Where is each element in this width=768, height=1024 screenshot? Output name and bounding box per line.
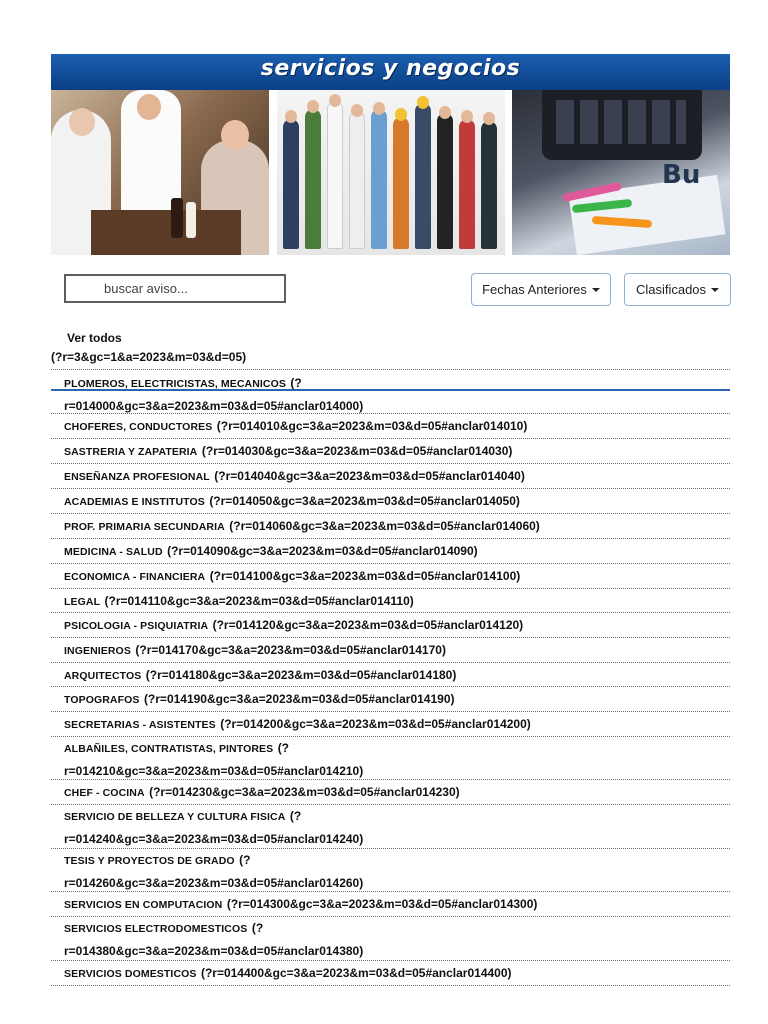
category-label: PROF. PRIMARIA SECUNDARIA: [64, 521, 225, 533]
divider: [51, 513, 730, 514]
active-divider: [51, 389, 730, 391]
ver-todos-url: (?r=3&gc=1&a=2023&m=03&d=05): [51, 350, 247, 364]
divider: [51, 588, 730, 589]
category-url: (?r=014090&gc=3&a=2023&m=03&d=05#anclar014090): [167, 544, 478, 558]
category-url: (?r=014030&gc=3&a=2023&m=03&d=05#anclar014030): [201, 444, 513, 458]
category-url: (?r=014110&gc=3&a=2023&m=03&d=05#anclar014110): [104, 594, 414, 608]
category-link-medicina[interactable]: [64, 540, 728, 563]
category-url: (?r=014230&gc=3&a=2023&m=03&d=05#anclar014230): [149, 785, 460, 799]
category-label: ARQUITECTOS: [64, 670, 142, 682]
divider: [51, 985, 730, 986]
divider: [51, 413, 730, 414]
category-url: (?r=014040&gc=3&a=2023&m=03&d=05#anclar014040): [214, 469, 525, 483]
category-label: ECONOMICA - FINANCIERA: [64, 571, 206, 583]
category-label: ENSEÑANZA PROFESIONAL: [64, 471, 210, 483]
category-link-choferes[interactable]: [64, 415, 728, 438]
category-url: (?: [251, 921, 264, 935]
category-link-economica[interactable]: [64, 565, 728, 588]
category-link-academias[interactable]: [64, 490, 728, 513]
category-label: ALBAÑILES, CONTRATISTAS, PINTORES: [64, 743, 274, 755]
category-link-computacion[interactable]: [64, 893, 728, 916]
category-url: (?r=014100&gc=3&a=2023&m=03&d=05#anclar014100): [209, 569, 521, 583]
category-url: (?r=014180&gc=3&a=2023&m=03&d=05#anclar014180): [145, 668, 457, 682]
category-url: (?r=014170&gc=3&a=2023&m=03&d=05#anclar014170): [135, 643, 446, 657]
search-box[interactable]: [64, 274, 286, 303]
category-url: (?: [289, 809, 302, 823]
category-label: SASTRERIA Y ZAPATERIA: [64, 446, 198, 458]
divider: [51, 488, 730, 489]
category-label: TESIS Y PROYECTOS DE GRADO: [64, 855, 235, 867]
clasificados-dropdown[interactable]: [624, 273, 731, 306]
category-link-albaniles[interactable]: [64, 737, 728, 782]
category-url: (?r=014190&gc=3&a=2023&m=03&d=05#anclar014190): [143, 692, 455, 706]
divider: [51, 711, 730, 712]
category-url: r=014380&gc=3&a=2023&m=03&d=05#anclar014380): [64, 944, 364, 958]
category-link-arquitectos[interactable]: [64, 664, 728, 687]
category-link-ensenanza[interactable]: [64, 465, 728, 488]
category-link-topografos[interactable]: [64, 688, 728, 711]
divider: [51, 891, 730, 892]
caret-down-icon: [711, 288, 719, 292]
category-label: CHEF - COCINA: [64, 787, 145, 799]
category-url: (?r=014400&gc=3&a=2023&m=03&d=05#anclar014400): [200, 966, 512, 980]
category-label: MEDICINA - SALUD: [64, 546, 163, 558]
category-url: (?r=014200&gc=3&a=2023&m=03&d=05#anclar014200): [220, 717, 531, 731]
category-url: r=014210&gc=3&a=2023&m=03&d=05#anclar014210): [64, 764, 364, 778]
category-url: r=014240&gc=3&a=2023&m=03&d=05#anclar014240): [64, 832, 364, 846]
divider: [51, 538, 730, 539]
divider: [51, 612, 730, 613]
category-link-electrodomesticos[interactable]: [64, 917, 728, 962]
category-url: (?r=014010&gc=3&a=2023&m=03&d=05#anclar014010): [216, 419, 528, 433]
category-label: TOPOGRAFOS: [64, 694, 140, 706]
category-url: r=014000&gc=3&a=2023&m=03&d=05#anclar014000): [64, 399, 364, 413]
category-link-belleza[interactable]: [64, 805, 728, 850]
category-label: PLOMEROS, ELECTRICISTAS, MECANICOS: [64, 378, 286, 390]
category-link-legal[interactable]: [64, 590, 728, 613]
category-label: SERVICIO DE BELLEZA Y CULTURA FISICA: [64, 811, 286, 823]
category-label: LEGAL: [64, 596, 101, 608]
category-url: (?: [239, 853, 251, 867]
category-label: SECRETARIAS - ASISTENTES: [64, 719, 216, 731]
divider: [51, 463, 730, 464]
category-link-domesticos[interactable]: [64, 962, 728, 985]
category-link-chef[interactable]: [64, 781, 728, 804]
category-label: PSICOLOGIA - PSIQUIATRIA: [64, 620, 209, 632]
search-input[interactable]: [66, 276, 284, 301]
caret-down-icon: [592, 288, 600, 292]
business-photo: Bu: [512, 90, 730, 255]
workers-photo: [277, 90, 505, 255]
divider: [51, 369, 730, 370]
category-url: r=014260&gc=3&a=2023&m=03&d=05#anclar014260): [64, 876, 364, 890]
category-label: SERVICIOS EN COMPUTACION: [64, 899, 223, 911]
header-banner: [51, 54, 730, 255]
category-label: CHOFERES, CONDUCTORES: [64, 421, 213, 433]
category-label: SERVICIOS DOMESTICOS: [64, 968, 197, 980]
category-link-psicologia[interactable]: [64, 614, 728, 637]
category-label: ACADEMIAS E INSTITUTOS: [64, 496, 205, 508]
divider: [51, 686, 730, 687]
divider: [51, 779, 730, 780]
divider: [51, 662, 730, 663]
fechas-anteriores-dropdown[interactable]: [471, 273, 611, 306]
divider: [51, 563, 730, 564]
category-url: (?: [277, 741, 290, 755]
category-link-secretarias[interactable]: [64, 713, 728, 736]
category-label: INGENIEROS: [64, 645, 131, 657]
ver-todos-link[interactable]: Ver todos: [67, 331, 122, 345]
category-link-sastreria[interactable]: [64, 440, 728, 463]
banner-title: servicios y negocios: [260, 56, 521, 81]
restaurant-photo: [51, 90, 269, 255]
divider: [51, 438, 730, 439]
category-url: (?r=014300&gc=3&a=2023&m=03&d=05#anclar014300): [226, 897, 538, 911]
category-link-ingenieros[interactable]: [64, 639, 728, 662]
category-url: (?: [290, 376, 302, 390]
clasificados-label: Clasificados: [635, 282, 707, 297]
category-link-plomeros[interactable]: [64, 372, 728, 417]
divider: [51, 637, 730, 638]
category-link-tesis[interactable]: [64, 849, 728, 894]
divider: [51, 960, 730, 961]
category-label: SERVICIOS ELECTRODOMESTICOS: [64, 923, 248, 935]
category-url: (?r=014060&gc=3&a=2023&m=03&d=05#anclar014060): [229, 519, 540, 533]
category-url: (?r=014050&gc=3&a=2023&m=03&d=05#anclar014050): [209, 494, 520, 508]
category-link-primaria[interactable]: [64, 515, 728, 538]
fechas-anteriores-label: Fechas Anteriores: [482, 282, 587, 297]
category-url: (?r=014120&gc=3&a=2023&m=03&d=05#anclar014120): [212, 618, 524, 632]
